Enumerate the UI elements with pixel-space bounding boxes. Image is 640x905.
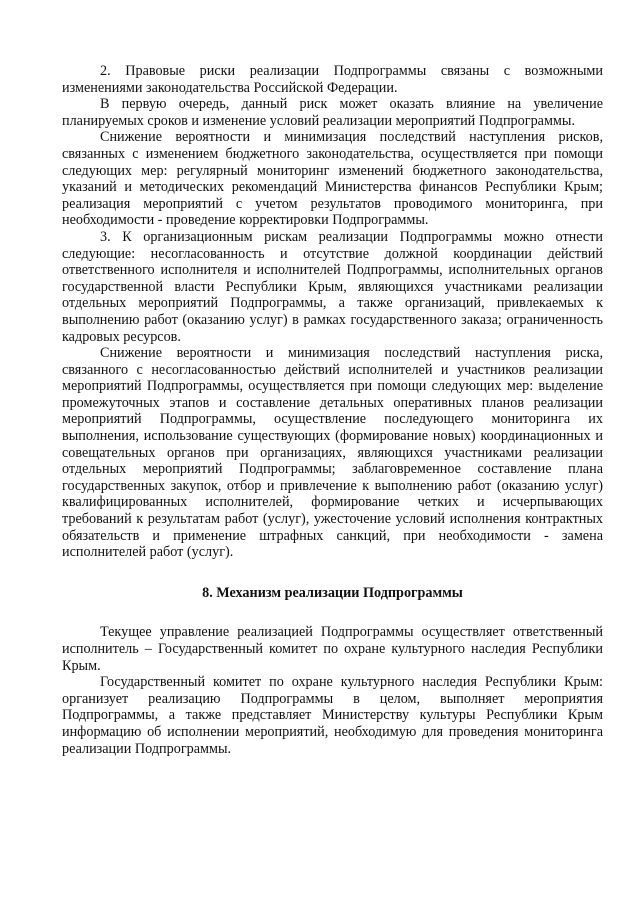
document-page: [62, 63, 603, 757]
section-heading: 8. Механизм реализации Подпрограммы: [202, 584, 463, 601]
paragraph-current-management: Текущее управление реализацией Подпрограммы осуществляет ответственный исполнитель – Государственный комитет по охране культурного наследия Республики Крым.: [62, 624, 603, 674]
paragraph-organizational-risks: 3. К организационным рискам реализации Подпрограммы можно отнести следующие: несогласованность и отсутствие должной координации действий ответственного исполнителя и исполнителей Подпрограммы, исполнительных органов государственной власти Республики Крым, являющихся участниками реализации отдельных мероприятий Подпрограммы, а также организаций, привлекаемых к выполнению работ (оказанию услуг) в рамках государственного заказа; ограниченность кадровых ресурсов.: [62, 228, 603, 345]
paragraph-legal-risk-impact: В первую очередь, данный риск может оказать влияние на увеличение планируемых сроков и изменение условий реализации мероприятий Подпрограммы.: [62, 96, 603, 129]
paragraph-committee-duties: Государственный комитет по охране культурного наследия Республики Крым: организует реализацию Подпрограммы в целом, выполняет мероприятия Подпрограммы, а также представляет Министерству культуры Республики Крым информацию об исполнении мероприятий, необходимую для проведения мониторинга реализации Подпрограммы.: [62, 674, 603, 757]
paragraph-legal-risks: 2. Правовые риски реализации Подпрограммы связаны с возможными изменениями законодательства Российской Федерации.: [62, 63, 603, 96]
paragraph-organizational-risk-mitigation: Снижение вероятности и минимизация последствий наступления риска, связанного с несогласованностью действий исполнителей и участников реализации мероприятий Подпрограммы, осуществляется при помощи следующих мер: выделение промежуточных этапов и составление детальных оперативных планов реализации мероприятий Подпрограммы, осуществление последующего мониторинга их выполнения, использование существующих (формирование новых) координационных и совещательных органов при организациях, являющихся участниками реализации отдельных мероприятий Подпрограммы; заблаговременное составление плана государственных закупок, отбор и привлечение к выполнению работ (оказанию услуг) квалифицированных исполнителей, формирование четких и исчерпывающих требований к результатам работ (услуг), ужесточение условий исполнения контрактных обязательств и применение штрафных санкций, при необходимости - замена исполнителей работ (услуг).: [62, 345, 603, 561]
paragraph-legal-risk-mitigation: Снижение вероятности и минимизация последствий наступления рисков, связанных с изменением бюджетного законодательства, осуществляется при помощи следующих мер: регулярный мониторинг изменений бюджетного законодательства, указаний и методических рекомендаций Министерства финансов Республики Крым; реализация мероприятий с учетом результатов проводимого мониторинга, при необходимости - проведение корректировки Подпрограммы.: [62, 129, 603, 229]
